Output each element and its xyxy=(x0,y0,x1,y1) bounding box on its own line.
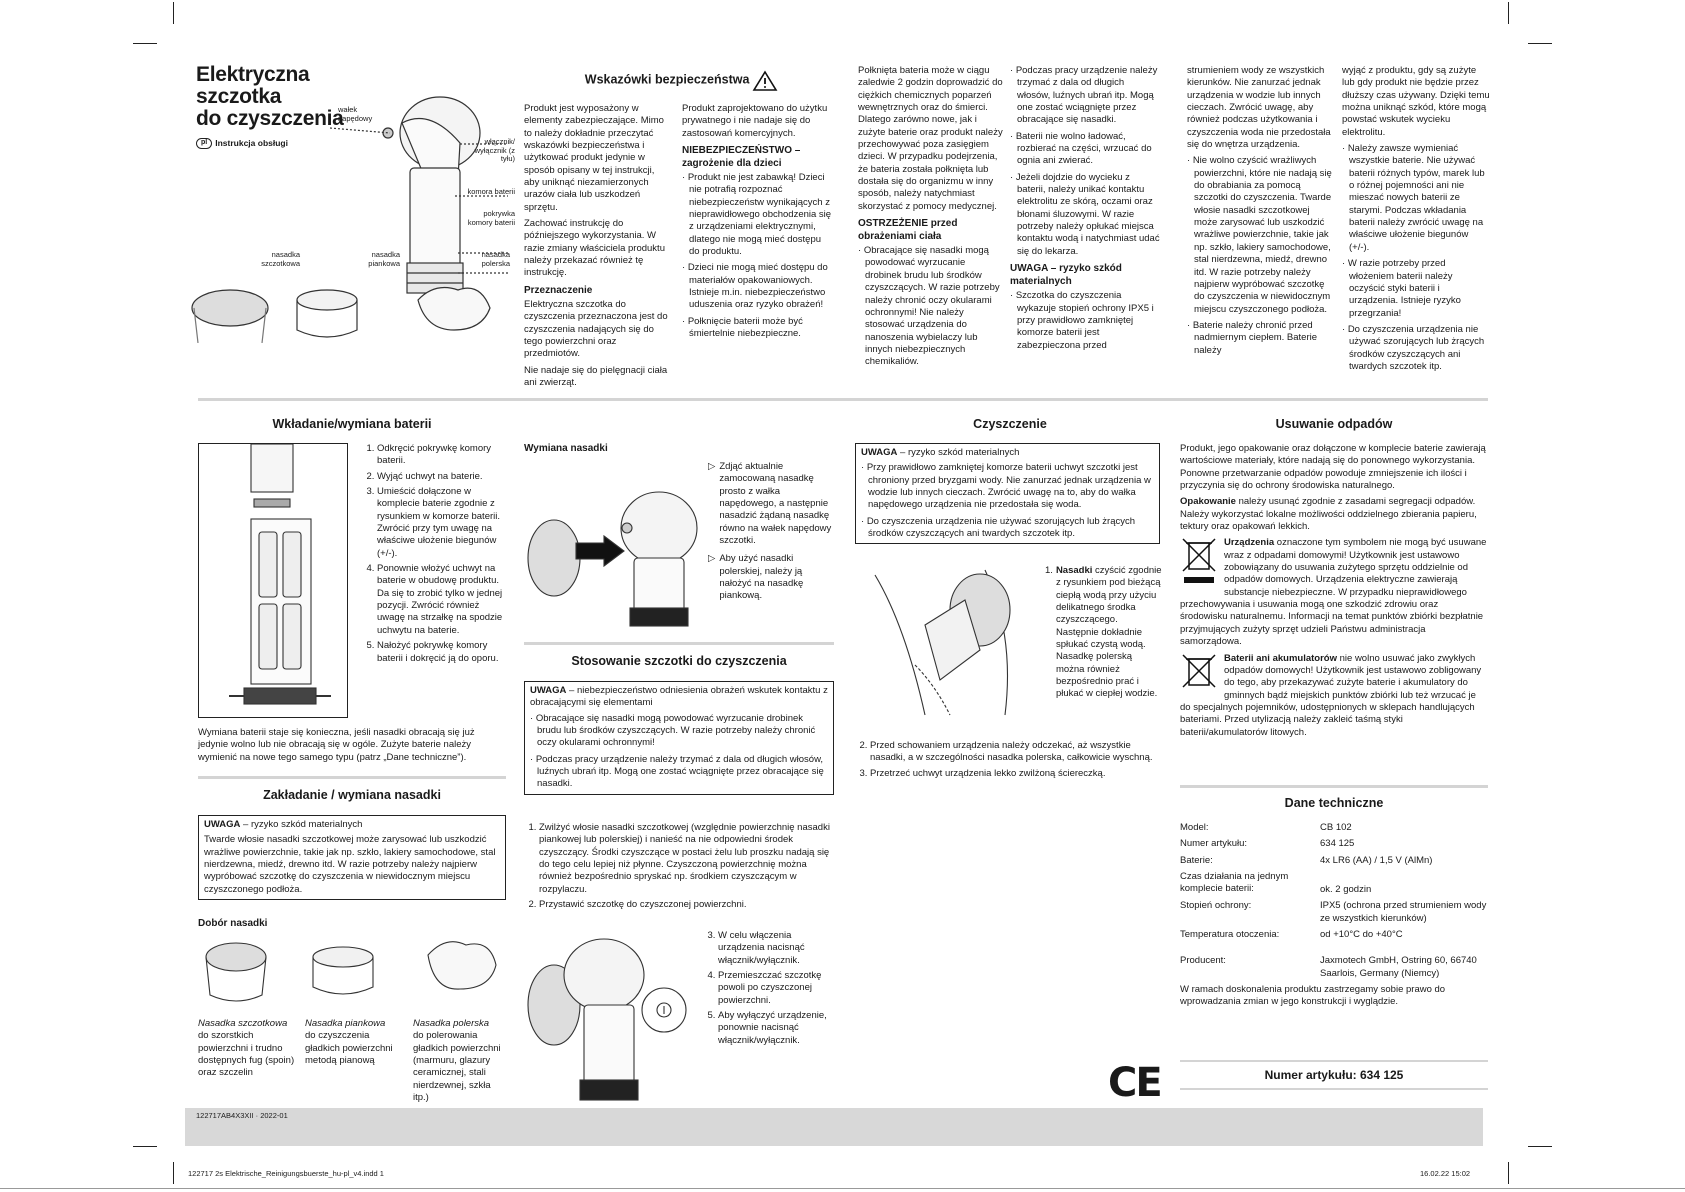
bullet: · Dzieci nie mogą mieć dostępu do materiałów opakowaniowych. Istnieje m.in. niebezpieczeństwo uduszenia oraz ryzyko obrażeń! xyxy=(682,262,834,311)
label-wlacznik: włącznik/ wyłącznik (z tyłu) xyxy=(474,137,515,164)
n2-desc-block xyxy=(305,1018,405,1067)
spec-value: ok. 2 godzin xyxy=(1320,884,1372,896)
specs-note: W ramach doskonalenia produktu zastrzegamy sobie prawo do wprowadzania zmian w jego konstrukcji i wyglądzie. xyxy=(1180,984,1446,1008)
spec-key: Model: xyxy=(1180,822,1209,833)
przeznaczenie-text: Elektryczna szczotka do czyszczenia przeznaczona jest do czyszczenia nadających się do tego powierzchni oraz przedmiotów. xyxy=(524,298,668,360)
exchange-step-2 xyxy=(708,553,834,602)
spec-value: 4x LR6 (AA) / 1,5 V (AlMn) xyxy=(1320,854,1433,866)
crop-mark xyxy=(1528,43,1552,44)
section-divider xyxy=(1180,785,1488,788)
weee-bin-icon xyxy=(1180,537,1220,587)
battery-steps xyxy=(362,443,506,668)
cleaning-figure xyxy=(865,565,1040,725)
bullet: · Obracające się nasadki mogą powodować wyrzucanie drobinek brudu lub środków czyszczących. W razie potrzeby należy chronić oczy okularami ochronnymi! xyxy=(530,713,828,750)
doc-title-line1: Elektryczna szczotka xyxy=(196,63,310,109)
cleaning-step-1-text xyxy=(1056,565,1163,701)
section-divider xyxy=(1180,1060,1488,1062)
baterii-bold: Baterii ani akumulatorów xyxy=(1224,652,1337,664)
remove-batteries: wyjąć z produktu, gdy są zużyte lub gdy produkt nie będzie przez dłuższy czas używany. Dzięki temu można uniknąć szkód, które mogą powstać wskutek wycieku elektrolitu. xyxy=(1342,65,1490,138)
cleaning-warning-title xyxy=(861,447,1154,459)
nasadki-text: czyścić zgodnie z rysunkiem pod bieżącą ciepłą wodą przy użyciu delikatnego środka czyszczącego. Następnie dokładnie spłukać czystą wodą. Nasadkę polerską można również bezpośrednio prać i płukać w ciepłej wodzie. xyxy=(1055,565,1162,700)
attach-warning-title xyxy=(204,819,500,831)
specs-table xyxy=(1180,822,1488,1013)
cleaning-step-1 xyxy=(1045,565,1163,701)
safety-col-6 xyxy=(1342,65,1490,377)
usage-illustration xyxy=(524,930,694,1105)
uwaga-text: – niebezpieczeństwo odniesienia obrażeń wskutek kontaktu z obracającymi się elementami xyxy=(530,685,828,709)
battery-step: 5. Nałożyć pokrywkę komory baterii i dokręcić ją do oporu. xyxy=(377,640,506,665)
battery-holder-illustration xyxy=(199,444,347,717)
attach-warning-box xyxy=(198,815,506,900)
battery-swallow: Połknięta bateria może w ciągu zaledwie 2 godzin doprowadzić do ciężkich chemicznych poparzeń wewnętrznych oraz do śmierci. Dlatego zarówno nowe, jak i zużyte baterie oraz produkt należy przechowywać poza zasięgiem dzieci. W przypadku podejrzenia, że bateria została połknięta lub dostała się do organizmu w inny sposób, należy natychmiast skorzystać z pomocy medycznej. xyxy=(858,65,1003,212)
spec-row xyxy=(1180,955,1488,980)
spec-row xyxy=(1180,871,1488,896)
usage-warning-title xyxy=(530,685,828,710)
battery-note: Wymiana baterii staje się konieczna, jeśli nasadki obracają się już jedynie wolno lub nie obracają się w ogóle. Zużyte baterie należy wymienić na nowe tego samego typu (patrz „Dane techniczne”). xyxy=(198,727,475,763)
section-divider xyxy=(198,398,1488,401)
spec-key: Producent: xyxy=(1180,955,1226,967)
ce-mark: CE xyxy=(1108,1060,1161,1106)
footer-code: 122717AB4X3XII · 2022-01 xyxy=(196,1111,288,1120)
n3-desc-block xyxy=(413,1018,508,1104)
bullet: · Do czyszczenia urządzenia nie używać szorujących lub żrących środków czyszczących ani twardych szczotek itp. xyxy=(1342,324,1490,373)
battery-step: 2. Wyjąć uchwyt na baterie. xyxy=(377,471,506,483)
bullet: · Jeżeli dojdzie do wycieku z baterii, należy unikać kontaktu elektrolitu ze skórą, oczami oraz błonami śluzowymi. W razie potrzeby należy opłukać miejsca kontaktu wodą i natychmiast udać się do lekarza. xyxy=(1010,172,1160,258)
uwaga-label: UWAGA xyxy=(530,685,567,696)
bullet: · W razie potrzeby przed włożeniem baterii należy oczyścić styki baterii i urządzenia. Istnieje ryzyko przegrzania! xyxy=(1342,258,1490,320)
exchange-step-text: Aby użyć nasadki polerskiej, należy ją nałożyć na nasadkę piankową. xyxy=(719,553,804,602)
przeznaczenie-text-2: Nie nadaje się do pielęgnacji ciała ani zwierząt. xyxy=(524,364,668,388)
safety-keep: Zachować instrukcję do późniejszego wykorzystania. W razie zmiany właściciela produktu należy przekazać również tę instrukcję. xyxy=(524,218,665,279)
battery-heading: Wkładanie/wymiana baterii xyxy=(272,417,432,431)
n3-desc: do polerowania gładkich powierzchni (marmuru, glazury ceramicznej, stali nierdzewnej, szkła itp.) xyxy=(413,1030,501,1104)
doc-title-line2: do czyszczenia xyxy=(196,107,344,131)
usage-steps-1 xyxy=(524,822,836,914)
spec-row xyxy=(1180,900,1488,925)
lang-badge: pl xyxy=(196,138,212,149)
nasadki-bold: Nasadki xyxy=(1055,565,1093,576)
step-number: 1. xyxy=(1045,565,1053,576)
cleaning-step: 3. Przetrzeć uchwyt urządzenia lekko zwilżoną ściereczką. xyxy=(870,768,1165,780)
exchange-steps xyxy=(708,461,834,603)
battery-step: 1. Odkręcić pokrywkę komory baterii. xyxy=(377,443,506,468)
baterii-text: nie wolno usuwać jako zwykłych odpadów domowych! Użytkownik jest ustawowo zobligowany do tego, aby przekazywać zużyte baterie i akumulatory do gminnych bądź miejskich punktów zbiórki lub też wrzucać je do specjalnych pojemników, udostępnionych w sklepach handlujących bateriami. Przed utylizacją należy zakleić taśmą styki baterii/akumulatorów litowych. xyxy=(1180,652,1482,738)
article-number: Numer artykułu: 634 125 xyxy=(1264,1068,1404,1082)
usage-steps-2 xyxy=(703,930,838,1050)
bullet: · Połknięcie baterii może być śmiertelnie niebezpieczne. xyxy=(682,316,834,341)
spec-value: Jaxmotech GmbH, Ostring 60, 66740 Saarlois, Germany (Niemcy) xyxy=(1320,955,1477,979)
disposal-p1: Produkt, jego opakowanie oraz dołączone w komplecie baterie zawierają wartościowe materiały, które nadają się do ponownego wykorzystania. Ponowne przetwarzanie odpadów powoduje zmniejszenie ich ilości i przyczynia się do ochrony środowiska naturalnego. xyxy=(1180,443,1486,492)
cleaning-heading: Czyszczenie xyxy=(973,417,1047,431)
bullet: · Szczotka do czyszczenia wykazuje stopień ochrony IPX5 i przy prawidłowo zamkniętej komorze baterii jest zabezpieczona przed xyxy=(1010,290,1160,352)
spec-key: Numer artykułu: xyxy=(1180,838,1248,850)
n1-name: Nasadka szczotkowa xyxy=(198,1018,288,1029)
exchange-heading: Wymiana nasadki xyxy=(524,443,608,454)
usage-heading: Stosowanie szczotki do czyszczenia xyxy=(571,654,787,668)
spec-value: 634 125 xyxy=(1320,838,1355,850)
manual-text: Instrukcja obsługi xyxy=(215,138,288,149)
usage-step: 2. Przystawić szczotkę do czyszczonej powierzchni. xyxy=(539,899,836,911)
n2-desc: do czyszczenia gładkich powierzchni metodą pianową xyxy=(305,1030,393,1067)
exchange-step-text: Zdjąć aktualnie zamocowaną nasadkę prosto z wałka napędowego, a następnie nasadzić żądaną nasadkę równo na wałek napędowy szczotki. xyxy=(719,461,832,547)
label-nasadka-szczotkowa: nasadka szczotkowa xyxy=(261,250,300,268)
opakowanie-bold: Opakowanie xyxy=(1180,496,1236,508)
crop-mark xyxy=(133,1146,157,1147)
bullet: · Podczas pracy urządzenie należy trzymać z dala od długich włosów, luźnych ubrań itp. Mogą one zostać wciągnięte przez obracające się nasadki. xyxy=(1010,65,1160,127)
bullet: · Przy prawidłowo zamkniętej komorze baterii uchwyt szczotki jest chroniony przed bryzgami wody. Nie zanurzać jednak urządzenia w wodzie lub innych cieczach. Zwrócić uwagę na to, aby do wałka napędowego urządzenia nie przedostała się woda. xyxy=(861,462,1154,511)
safety-col-4 xyxy=(1010,65,1160,356)
cleaning-steps-2 xyxy=(855,740,1165,783)
spec-row xyxy=(1180,855,1488,867)
usage-step: 5. Aby wyłączyć urządzenie, ponownie nacisnąć włącznik/wyłącznik. xyxy=(718,1010,838,1047)
disposal-p4 xyxy=(1180,653,1488,739)
battery-figure xyxy=(198,443,348,718)
footer-file: 122717 2s Elektrische_Reinigungsbuerste_hu-pl_v4.indd 1 xyxy=(188,1169,384,1178)
attach-heading: Zakładanie / wymiana nasadki xyxy=(263,788,441,802)
attachments-figure xyxy=(198,935,508,1015)
n1-desc-block xyxy=(198,1018,298,1080)
section-divider xyxy=(524,642,834,645)
safety-intro: Produkt jest wyposażony w elementy zabezpieczające. Mimo to należy dokładnie przeczytać wskazówki bezpieczeństwa i użytkować produkt jedynie w sposób opisany w tej instrukcji, aby uniknąć niezamierzonych urazów ciała lub uszkodzeń sprzętu. xyxy=(524,103,664,213)
label-nasadka-piankowa: nasadka piankowa xyxy=(368,250,400,268)
n2-name: Nasadka piankowa xyxy=(305,1018,386,1029)
safety-col-3 xyxy=(858,65,1003,373)
n3-name: Nasadka polerska xyxy=(413,1018,490,1029)
crop-mark xyxy=(1508,1162,1509,1184)
uwaga-text: – ryzyko szkód materialnych xyxy=(897,447,1020,458)
usage-figure xyxy=(524,930,694,1105)
exchange-figure xyxy=(524,458,714,628)
crop-mark xyxy=(173,1162,174,1184)
section-divider xyxy=(1180,1088,1488,1090)
cleaning-illustration xyxy=(865,565,1040,725)
bullet: · Podczas pracy urządzenie należy trzymać z dala od długich włosów, luźnych ubrań itp. Mogą one zostać wciągnięte przez obracające się nasadki. xyxy=(530,754,828,791)
battery-bin-icon xyxy=(1180,653,1220,695)
battery-step: 3. Umieścić dołączone w komplecie baterie zgodnie z rysunkiem w komorze baterii. Zwrócić przy tym uwagę na właściwe ułożenie biegunów (+/-). xyxy=(377,486,506,560)
opakowanie-text: należy usunąć zgodnie z zasadami segregacji odpadów. Należy wykorzystać lokalne możliwości oddzielnego zbierania papieru, tektury oraz opakowań lekkich. xyxy=(1180,496,1477,533)
play-arrow-icon: ▷ xyxy=(708,461,716,472)
exchange-illustration xyxy=(524,458,714,628)
specs-heading: Dane techniczne xyxy=(1284,796,1384,810)
battery-step: 4. Ponownie włożyć uchwyt na baterie w obudowę produktu. Da się to zrobić tylko w jednej pozycji. Zwrócić również uwagę na strzałkę na spodzie uchwytu na baterie. xyxy=(377,563,506,637)
crop-mark xyxy=(133,43,157,44)
uwaga-label: UWAGA xyxy=(204,819,241,830)
cleaning-step: 2. Przed schowaniem urządzenia należy odczekać, aż wszystkie nasadki, a w szczególności nasadka polerska, całkowicie wyschną. xyxy=(870,740,1165,765)
safety-heading xyxy=(524,70,839,92)
danger-children-heading: NIEBEZPIECZEŃSTWO – zagrożenie dla dzieci xyxy=(682,145,801,170)
bullet: · Obracające się nasadki mogą powodować wyrzucanie drobinek brudu lub środków czyszczących. W razie potrzeby należy chronić oczy okularami ochronnymi! Nie należy stosować urządzenia do nanoszenia wybielaczy lub innych niebezpiecznych chemikaliów. xyxy=(858,245,1003,368)
section-divider xyxy=(198,776,506,779)
dobor-heading: Dobór nasadki xyxy=(198,918,268,929)
usage-step: 4. Przemieszczać szczotkę powoli po czyszczonej powierzchni. xyxy=(718,970,838,1007)
label-komora: komora baterii xyxy=(467,187,515,196)
urzadzenia-bold: Urządzenia xyxy=(1224,537,1275,549)
bullet: · Należy zawsze wymieniać wszystkie baterie. Nie używać baterii różnych typów, marek lub o różnej pojemności ani nie mieszać nowych baterii ze starymi. Podczas wkładania baterii należy zwrócić uwagę na właściwe ułożenie biegunów (+/-). xyxy=(1342,143,1490,254)
usage-step: 1. Zwilżyć włosie nasadki szczotkowej (względnie powierzchnię nasadki piankowej lub polerskiej) i nanieść na nie odpowiedni środek czyszczący. Środki czyszczące w postaci żelu lub proszku nadają się do tego celu lepiej niż płynne. Czyszczoną powierzchnię można również bezpośrednio spryskać np. środkiem czyszczącym w rozpylaczu. xyxy=(539,822,836,896)
spec-row xyxy=(1180,822,1488,834)
spec-key: Baterie: xyxy=(1180,854,1213,866)
cleaning-warning-box xyxy=(855,443,1160,544)
warning-triangle-icon xyxy=(752,70,778,92)
spec-key: Temperatura otoczenia: xyxy=(1180,929,1280,941)
page-edge xyxy=(0,1188,1685,1189)
footer-date: 16.02.22 15:02 xyxy=(1420,1169,1471,1178)
bullet: · Produkt nie jest zabawką! Dzieci nie potrafią rozpoznać niebezpieczeństw wynikających z nieprawidłowego obchodzenia się z urządzeniami elektrycznymi, dlatego nie mogą mieć dostępu do produktu. xyxy=(682,172,834,258)
safety-col-2 xyxy=(682,103,834,345)
spec-value: IPX5 (ochrona przed strumieniem wody ze wszystkich kierunków) xyxy=(1320,900,1487,924)
warning-injury-heading: OSTRZEŻENIE przed obrażeniami ciała xyxy=(858,218,958,243)
crop-mark xyxy=(1528,1146,1552,1147)
label-walek: wałek napędowy xyxy=(338,105,373,123)
bullet: · Do czyszczenia urządzenia nie używać szorujących lub żrących środków czyszczących ani twardych szczotek itp. xyxy=(861,516,1154,541)
disposal-p2 xyxy=(1180,496,1488,533)
safety-col-1 xyxy=(524,103,672,393)
label-pokrywka: pokrywka komory baterii xyxy=(467,209,515,227)
attach-warning-text: Twarde włosie nasadki szczotkowej może zarysować lub uszkodzić wrażliwe powierzchnie, takie jak np. szkło, lakiery samochodowe, stal nierdzewna, miedź, drewno itd. W razie potrzeby należy najpierw wypróbować szczotkę do czyszczenia w niewidocznym miejscu czyszczonego podłoża. xyxy=(204,834,496,895)
bullet: · Baterii nie wolno ładować, rozbierać na części, wrzucać do ognia ani zwierać. xyxy=(1010,131,1160,168)
uwaga-text: – ryzyko szkód materialnych xyxy=(240,819,363,830)
play-arrow-icon: ▷ xyxy=(708,553,716,565)
usage-step: 3. W celu włączenia urządzenia nacisnąć włącznik/wyłącznik. xyxy=(718,930,838,967)
crop-mark xyxy=(1508,2,1509,24)
spec-value: CB 102 xyxy=(1320,822,1352,833)
urzadzenia-text: oznaczone tym symbolem nie mogą być usuwane wraz z odpadami domowymi! Użytkownik jest ustawowo zobowiązany do usuwania zużytego sprzętu oddzielnie od odpadów domowych. Urządzenia elektryczne zawierają substancje niebezpieczne. W przypadku nieprawidłowego przechowywania i usuwania mogą one szkodzić zdrowiu oraz środowisku naturalnemu. Informacji na temat punktów zbiórki bezpłatnie przyjmujących zużyty sprzęt udzieli Państwu administracja samorządowa. xyxy=(1180,537,1487,648)
cleaning-step-1-row xyxy=(1045,565,1163,701)
private-use: Produkt zaprojektowano do użytku prywatnego i nie nadaje się do zastosowań komercyjnych. xyxy=(682,103,828,139)
spec-key: Czas działania na jednym komplecie baterii: xyxy=(1180,871,1289,895)
safety-col-5 xyxy=(1187,65,1335,361)
uwaga-label: UWAGA xyxy=(861,447,898,458)
disposal-body xyxy=(1180,443,1488,743)
spec-row xyxy=(1180,929,1488,941)
spec-value: od +10°C do +40°C xyxy=(1320,929,1403,941)
spec-key: Stopień ochrony: xyxy=(1180,900,1252,912)
disposal-p3 xyxy=(1180,537,1488,648)
bullet: · Nie wolno czyścić wrażliwych powierzchni, które nie nadają się do obrabiania za pomocą szczotki do czyszczenia. Twarde włosie nasadki szczotkowej może zarysować lub uszkodzić wrażliwe powierzchnie, takie jak np. szkło, lakiery samochodowe, stal nierdzewna, miedź, drewno itd. W razie potrzeby należy najpierw wypróbować szczotkę do czyszczenia w niewidocznym miejscu czyszczonego podłoża. xyxy=(1187,155,1335,315)
n1-desc: do szorstkich powierzchni i trudno dostępnych fug (spoin) oraz szczelin xyxy=(198,1030,295,1079)
product-figure xyxy=(190,68,515,343)
attachments-illustration xyxy=(198,935,508,1015)
exchange-step-1 xyxy=(708,461,834,547)
crop-mark xyxy=(173,2,174,24)
przeznaczenie-heading: Przeznaczenie xyxy=(524,284,593,296)
disposal-heading: Usuwanie odpadów xyxy=(1275,417,1393,431)
label-nasadka-polerska: nasadka polerska xyxy=(481,250,510,268)
water-text: strumieniem wody ze wszystkich kierunków. Nie zanurzać jednak urządzenia w wodzie lub innych cieczach. Zwrócić uwagę, aby również podczas użytkowania i czyszczenia woda nie przedostała się do wnętrza urządzenia. xyxy=(1187,65,1331,151)
spec-row xyxy=(1180,838,1488,850)
safety-heading-text: Wskazówki bezpieczeństwa xyxy=(584,72,750,87)
footer-band xyxy=(185,1108,1483,1146)
usage-warning-box xyxy=(524,681,834,795)
bullet: · Baterie należy chronić przed nadmiernym ciepłem. Baterie należy xyxy=(1187,320,1335,357)
uwaga-material-heading: UWAGA – ryzyko szkód materialnych xyxy=(1010,263,1122,288)
